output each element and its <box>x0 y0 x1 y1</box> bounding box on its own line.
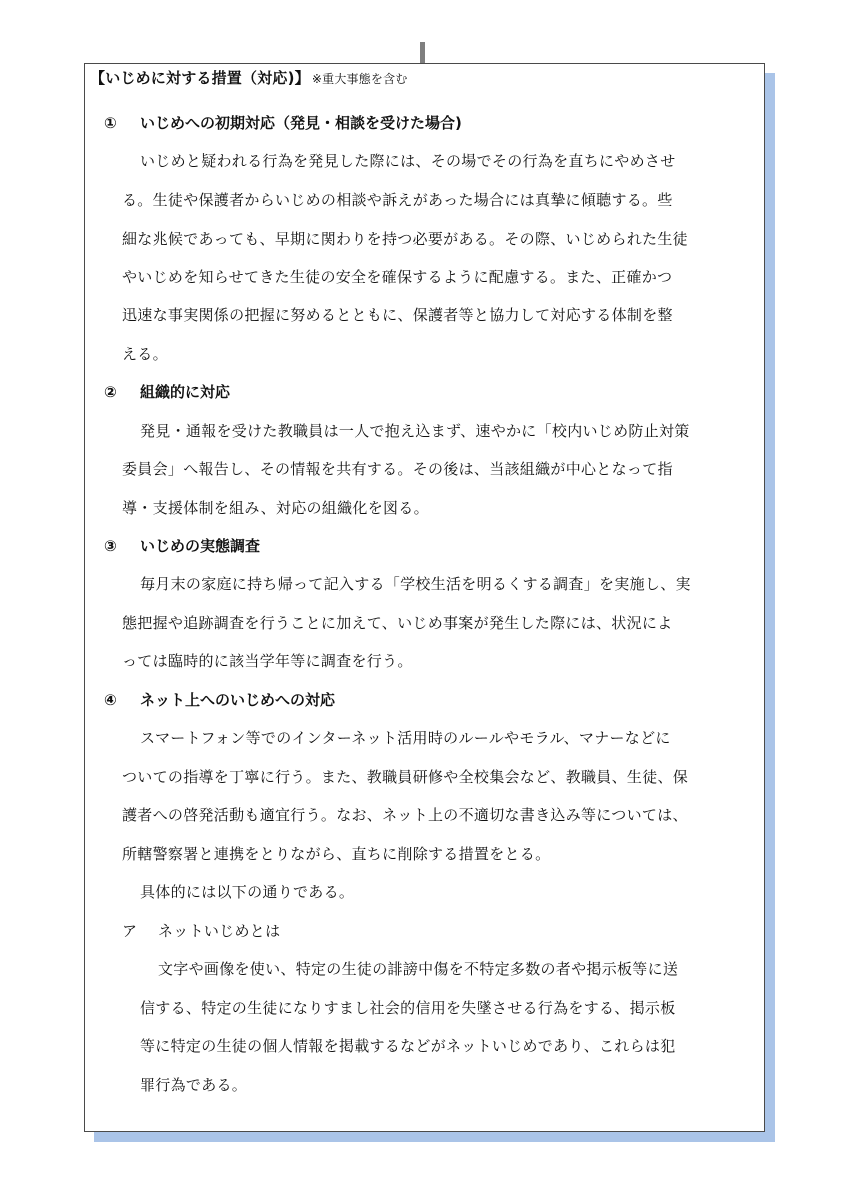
section-1-line: える。 <box>122 345 168 363</box>
subsection-title: ネットいじめとは <box>158 922 281 940</box>
section-4-heading <box>104 689 335 710</box>
section-4-line: 所轄警察署と連携をとりながら、直ちに削除する措置をとる。 <box>122 845 551 863</box>
section-4-number: ④ <box>104 691 117 709</box>
section-3-heading <box>104 535 260 556</box>
document-title <box>90 67 408 88</box>
section-4-line: スマートフォン等でのインターネット活用時のルールやモラル、マナーなどに <box>140 729 671 747</box>
section-3-title: いじめの実態調査 <box>140 537 261 555</box>
section-4-title: ネット上へのいじめへの対応 <box>140 691 336 709</box>
section-4-line: ついての指導を丁寧に行う。また、教職員研修や全校集会など、教職員、生徒、保 <box>122 768 689 786</box>
section-1-number: ① <box>104 114 117 132</box>
section-3-line: 態把握や追跡調査を行うことに加えて、いじめ事案が発生した際には、状況によ <box>122 614 673 632</box>
section-2-number: ② <box>104 383 117 401</box>
section-3-line: っては臨時的に該当学年等に調査を行う。 <box>122 652 413 670</box>
section-1-line: やいじめを知らせてきた生徒の安全を確保するように配慮する。また、正確かつ <box>122 268 673 286</box>
section-4-line: 護者への啓発活動も適宜行う。なお、ネット上の不適切な書き込み等については、 <box>122 806 688 824</box>
section-1-title: いじめへの初期対応（発見・相談を受けた場合) <box>140 114 462 132</box>
title-note: ※重大事態を含む <box>311 72 408 86</box>
subsection-line: 罪行為である。 <box>140 1076 248 1094</box>
subsection-line: 信する、特定の生徒になりすまし社会的信用を失墜させる行為をする、掲示板 <box>140 999 676 1017</box>
title-text: 【いじめに対する措置（対応)】 <box>90 69 310 87</box>
subsection-heading <box>122 920 280 941</box>
subsection-line: 等に特定の生徒の個人情報を掲載するなどがネットいじめであり、これらは犯 <box>140 1037 676 1055</box>
section-3-line: 毎月末の家庭に持ち帰って記入する「学校生活を明るくする調査」を実施し、実 <box>140 575 691 593</box>
section-2-title: 組織的に対応 <box>140 383 231 401</box>
section-2-line: 発見・通報を受けた教職員は一人で抱え込まず、速やかに「校内いじめ防止対策 <box>140 422 690 440</box>
section-2-heading <box>104 381 230 402</box>
section-2-line: 導・支援体制を組み、対応の組織化を図る。 <box>122 499 429 517</box>
section-3-number: ③ <box>104 537 117 555</box>
section-1-heading <box>104 112 462 133</box>
section-4-line: 具体的には以下の通りである。 <box>140 883 355 901</box>
section-1-line: 細な兆候であっても、早期に関わりを持つ必要がある。その際、いじめられた生徒 <box>122 230 688 248</box>
section-1-line: 迅速な事実関係の把握に努めるとともに、保護者等と協力して対応する体制を整 <box>122 306 673 324</box>
subsection-marker: ア <box>122 922 138 940</box>
section-2-line: 委員会」へ報告し、その情報を共有する。その後は、当該組織が中心となって指 <box>122 460 673 478</box>
binding-mark <box>420 42 425 64</box>
subsection-line: 文字や画像を使い、特定の生徒の誹謗中傷を不特定多数の者や掲示板等に送 <box>158 960 679 978</box>
section-1-line: る。生徒や保護者からいじめの相談や訴えがあった場合には真摯に傾聴する。些 <box>122 191 673 209</box>
section-1-line: いじめと疑われる行為を発見した際には、その場でその行為を直ちにやめさせ <box>140 152 676 170</box>
